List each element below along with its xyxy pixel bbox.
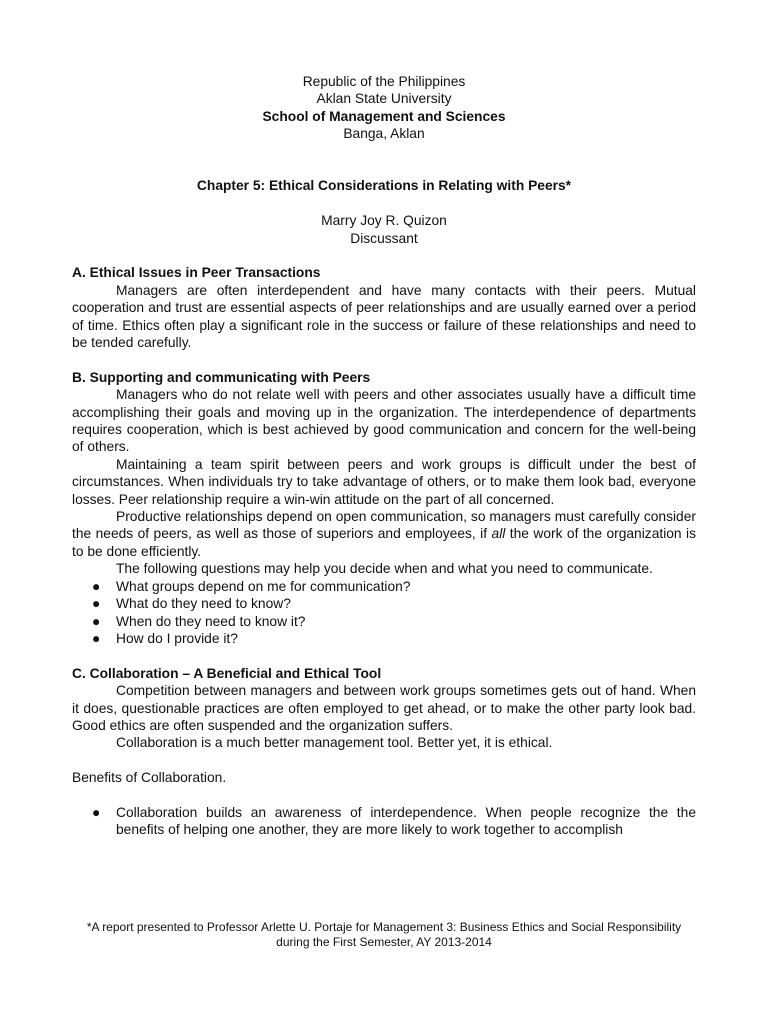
list-item-text: When do they need to know it? [116,613,306,629]
chapter-title: Chapter 5: Ethical Considerations in Relating with Peers* [196,178,572,194]
section-b-paragraph-2: Maintaining a team spirit between peers and work groups is difficult under the best of circumstances. When individuals try to take advantage of others, or to make them look bad, everyone losses. Peer relationship require a win-win attitude on the part of all concerned. [72,456,696,507]
footnote-line-2: during the First Semester, AY 2013-2014 [276,935,492,949]
section-a-heading: A. Ethical Issues in Peer Transactions [72,265,321,281]
list-item [72,578,696,595]
list-item [72,804,696,839]
list-item-text: What groups depend on me for communication? [116,578,411,594]
section-c-paragraph-1: Competition between managers and between work groups sometimes gets out of hand. When it does, questionable practices are often employed to get ahead, or to make the other party look bad. Good ethics are often suspended and the organization suffers. [72,683,696,733]
footnote [72,920,696,950]
p3-emphasis: all [491,526,506,542]
list-item [72,630,696,647]
list-item-text: Collaboration builds an awareness of interdependence. When people recognize the the benefits of helping one another, they are more likely to work together to accomplish [116,804,696,838]
bullet-icon: ● [92,804,101,820]
author-role: Discussant [350,230,418,246]
author-name: Marry Joy R. Quizon [321,213,447,229]
section-b-paragraph-4: The following questions may help you decide when and what you need to communicate. [116,561,653,577]
section-c-heading: C. Collaboration – A Beneficial and Ethical Tool [72,665,382,681]
header-location: Banga, Aklan [343,126,425,142]
bullet-icon: ● [92,613,101,629]
author-block [72,212,696,247]
p3-text-start: Productive relationships depend on open communication, so managers must carefully consider the needs of peers, as well as those of superiors and employees, if [72,509,696,542]
section-b-paragraph-1: Managers who do not relate well with peers and other associates usually have a difficult time accomplishing their goals and moving up in the organization. The interdependence of departments requires cooperation, which is best achieved by good communication and concern for the well-being of others. [72,387,696,455]
list-item-text: What do they need to know? [116,596,291,612]
header-university: Aklan State University [316,91,452,107]
document-header [72,73,696,143]
benefits-list [72,804,696,839]
list-item [72,595,696,612]
header-school: School of Management and Sciences [262,108,506,124]
section-c-paragraph-2: Collaboration is a much better management tool. Better yet, it is ethical. [116,735,553,751]
section-b-paragraph-3 [72,508,696,560]
bullet-icon: ● [92,596,101,612]
list-item-text: How do I provide it? [116,630,238,646]
benefits-label: Benefits of Collaboration. [72,770,227,786]
p3-text-end: the work of the organization is to be done efficiently. [72,526,696,559]
footnote-line-1: *A report presented to Professor Arlette U. Portaje for Management 3: Business Ethics and Social Responsibility [86,920,682,934]
bullet-icon: ● [92,578,101,594]
bullet-icon: ● [92,630,101,646]
section-b-heading: B. Supporting and communicating with Peers [72,369,371,385]
header-country: Republic of the Philippines [302,74,466,89]
question-list [72,578,696,648]
document-page [72,73,696,839]
section-a-paragraph: Managers are often interdependent and have many contacts with their peers. Mutual cooperation and trust are essential aspects of peer relationships and are usually earned over a period of time. Ethics often play a significant role in the success or failure of these relationships and need to be tended carefully. [72,282,696,351]
list-item [72,613,696,630]
